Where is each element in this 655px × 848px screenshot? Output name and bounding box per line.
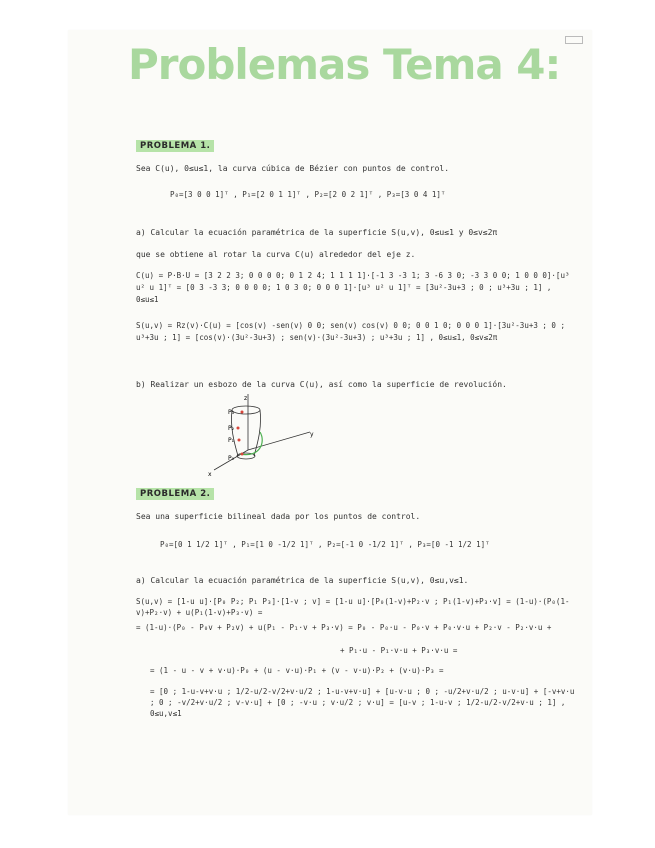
control-point-p3: [241, 411, 244, 414]
label-z: z: [244, 395, 248, 402]
problem1-control-points: P₀=[3 0 0 1]ᵀ , P₁=[2 0 1 1]ᵀ , P₂=[2 0 2 1]ᵀ , P₃=[3 0 4 1]ᵀ: [170, 190, 446, 199]
bilinear-eq3: + P₁·u - P₁·v·u + P₃·v·u =: [340, 646, 458, 655]
problem2-control-points: P₀=[0 1 1/2 1]ᵀ , P₁=[1 0 -1/2 1]ᵀ , P₂=[-1 0 -1/2 1]ᵀ , P₃=[0 -1 1/2 1]ᵀ: [160, 540, 490, 549]
label-y: y: [310, 431, 314, 438]
label-p3: P₃: [228, 409, 235, 416]
surface-left-edge: [231, 410, 238, 456]
top-circle: [232, 406, 260, 414]
problem2-heading: PROBLEMA 2.: [136, 488, 214, 500]
page-corner-mark: [565, 36, 583, 44]
control-point-p1: [238, 439, 241, 442]
label-x: x: [208, 471, 212, 478]
label-p1: P₁: [228, 437, 235, 444]
problem2-part-a: a) Calcular la ecuación paramétrica de la superficie S(u,v), 0≤u,v≤1.: [136, 576, 469, 585]
curve-formula: C(u) = P·B·U = [3 2 2 3; 0 0 0 0; 0 1 2 4; 1 1 1 1]·[-1 3 -3 1; 3 -6 3 0; -3 3 0 0; 1 0 0 0]·[u³ u² u 1]ᵀ = [0 3 -3 3; 0 0 0 0; 1 0 3 0; 0 0 0 1]·[u³ u² u 1]ᵀ = [3u²-3u+3 ; 0 ; u³+3u ; 1] , 0≤u≤1: [136, 271, 570, 304]
bilinear-eq2: = (1-u)·(P₀ - P₀v + P₂v) + u(P₁ - P₁·v + P₃·v) = P₀ - P₀·u - P₀·v + P₀·v·u + P₂·v - P₂·v·u +: [136, 623, 552, 632]
control-point-p0: [241, 453, 244, 456]
problem1-heading: PROBLEMA 1.: [136, 140, 214, 152]
label-p2: P₂: [228, 425, 235, 432]
label-p0: P₀: [228, 455, 235, 462]
revolution-sketch: [200, 392, 320, 482]
problem1-part-a-line2: que se obtiene al rotar la curva C(u) alrededor del eje z.: [136, 250, 416, 259]
surface-formula: S(u,v) = Rz(v)·C(u) = [cos(v) -sen(v) 0 0; sen(v) cos(v) 0 0; 0 0 1 0; 0 0 0 1]·[3u²-3u+3 ; 0 ; u³+3u ; 1] = [cos(v)·(3u²-3u+3) ; sen(v)·(3u²-3u+3) ; u³+3u ; 1] , 0≤u≤1, 0≤v≤2π: [136, 321, 565, 342]
problem1-intro: Sea C(u), 0≤u≤1, la curva cúbica de Bézier con puntos de control.: [136, 164, 450, 173]
problem1-part-b: b) Realizar un esbozo de la curva C(u), así como la superficie de revolución.: [136, 380, 507, 389]
problem1-part-a-line1: a) Calcular la ecuación paramétrica de la superficie S(u,v), 0≤u≤1 y 0≤v≤2π: [136, 228, 498, 237]
bilinear-eq1: S(u,v) = [1-u u]·[P₀ P₂; P₁ P₃]·[1-v ; v] = [1-u u]·[P₀(1-v)+P₂·v ; P₁(1-v)+P₃·v] = (1-u)·(P₀(1-v)+P₂·v) + u(P₁(1-v)+P₃·v) =: [136, 597, 570, 617]
control-point-p2: [237, 427, 240, 430]
problem2-intro: Sea una superficie bilineal dada por los puntos de control.: [136, 512, 421, 521]
y-axis: [248, 432, 310, 450]
bilinear-eq4: = (1 - u - v + v·u)·P₀ + (u - v·u)·P₁ + (v - v·u)·P₂ + (v·u)·P₃ =: [150, 666, 444, 675]
page-title: Problemas Tema 4:: [128, 40, 561, 89]
bilinear-eq5: = [0 ; 1-u-v+v·u ; 1/2-u/2-v/2+v·u/2 ; 1-u-v+v·u] + [u-v·u ; 0 ; -u/2+v·u/2 ; u-v·u] + [-v+v·u ; 0 ; -v/2+v·u/2 ; v-v·u] + [0 ; -v·u ; v·u/2 ; v·u] = [u-v ; 1-u-v ; 1/2-u/2-v/2+v·u ; 1] , 0≤u,v≤1: [150, 687, 575, 718]
